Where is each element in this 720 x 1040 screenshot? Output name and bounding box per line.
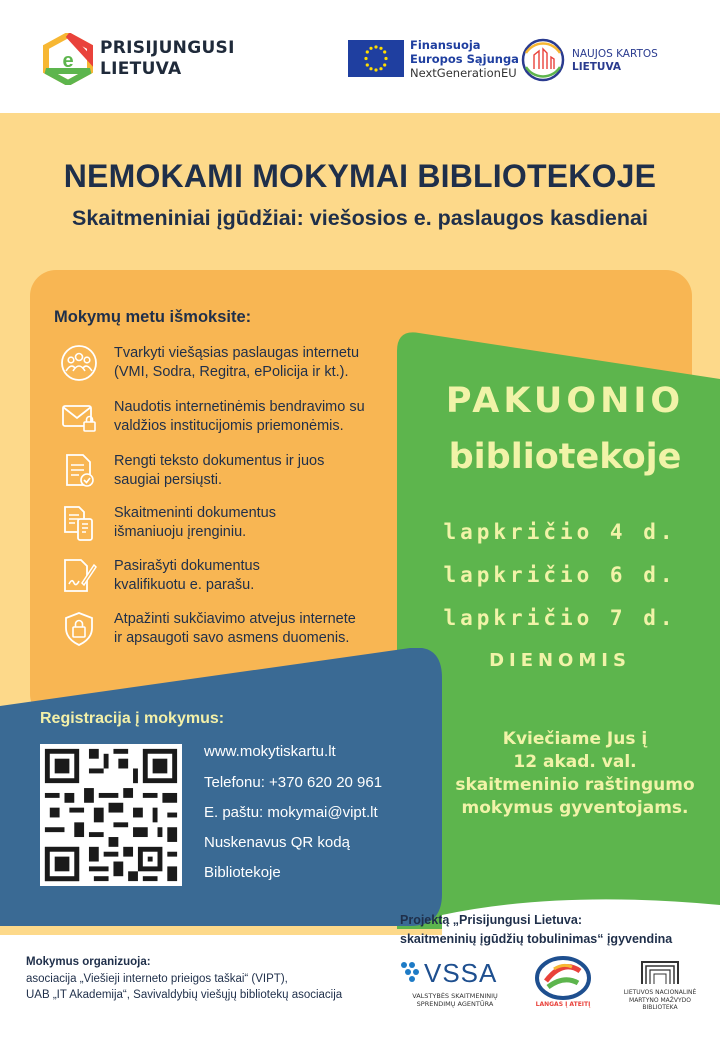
page-title: NEMOKAMI MOKYMAI BIBLIOTEKOJE	[63, 158, 657, 194]
langas-mark-icon	[534, 955, 592, 1001]
qr-instruction: Nuskenavus QR kodą	[204, 834, 350, 851]
training-date: lapkričio 4 d.	[443, 520, 677, 544]
lnb-line: BIBLIOTEKA	[642, 1004, 678, 1011]
learning-item-line: (VMI, Sodra, Regitra, ePolicija ir kt.).	[114, 364, 349, 380]
eu-line-3: NextGenerationEU	[410, 66, 517, 80]
training-date: lapkričio 6 d.	[443, 563, 677, 587]
invitation-line: Kviečiame Jus į	[502, 729, 648, 749]
library-word: bibliotekoje	[448, 437, 682, 477]
learning-item-line: ir apsaugoti savo asmens duomenis.	[114, 630, 350, 646]
learning-item-text	[114, 398, 414, 436]
organizers-heading: Mokymus organizuoja:	[26, 956, 151, 968]
lnb-line: LIETUVOS NACIONALINĖ	[623, 989, 697, 996]
vssa-sub-line: SPRENDIMŲ AGENTŪRA	[416, 1000, 494, 1008]
qr-instruction-2: Bibliotekoje	[204, 864, 281, 881]
brand-line-1: PRISIJUNGUSI	[100, 38, 235, 58]
organizers-line-1: asociacija „Viešieji interneto prieigos taškai“ (VIPT),	[26, 973, 288, 985]
learning-item	[60, 344, 405, 394]
learning-item-line: Pasirašyti dokumentus	[114, 558, 260, 574]
vssa-name: VSSA	[424, 958, 498, 988]
library-name: PAKUONIO	[445, 381, 685, 421]
organizers-line-2: UAB „IT Akademija“, Savivaldybių viešųjų bibliotekų asociacija	[26, 989, 343, 1001]
vssa-sub-line: VALSTYBĖS SKAITMENINIŲ	[412, 992, 498, 1000]
learning-item-text	[114, 344, 414, 382]
learning-item	[60, 398, 405, 448]
learning-item-text	[114, 610, 414, 648]
invitation-text	[440, 728, 710, 820]
training-date: lapkričio 7 d.	[443, 606, 677, 630]
learning-item-line: išmaniuoju įrenginiu.	[114, 524, 247, 540]
project-line-1: Projektą „Prisijungusi Lietuva:	[400, 913, 582, 927]
learning-heading: Mokymų metu išmoksite:	[54, 308, 252, 326]
brand-name	[100, 38, 235, 80]
invitation-line: skaitmeninio raštingumo	[455, 775, 695, 795]
naujos-kartos-logo-icon	[520, 37, 566, 83]
eu-flag-icon	[348, 40, 404, 77]
project-line-2: skaitmeninių įgūdžių tobulinimas“ įgyvendina	[400, 932, 673, 946]
library-building-icon	[640, 956, 680, 986]
invitation-line: mokymus gyventojams.	[461, 798, 689, 818]
header-band	[0, 0, 720, 113]
phone-text: Telefonu: +370 620 20 961	[204, 774, 383, 791]
invitation-line: 12 akad. val.	[513, 752, 637, 772]
naujos-kartos-text	[572, 48, 658, 74]
learning-item-line: Atpažinti sukčiavimo atvejus internete	[114, 611, 356, 627]
vssa-logo	[398, 958, 510, 1014]
nk-line-2: LIETUVA	[572, 61, 621, 73]
website-link[interactable]: www.mokytiskartu.lt	[204, 743, 336, 760]
vssa-mark-icon	[400, 960, 422, 986]
learning-item-text	[114, 557, 414, 595]
people-group-icon	[60, 344, 98, 382]
registration-heading: Registracija į mokymus:	[40, 710, 225, 727]
page-subtitle: Skaitmeniniai įgūdžiai: viešosios e. paslaugos kasdienai	[72, 206, 648, 230]
lnb-text	[612, 989, 708, 1012]
document-check-icon	[60, 452, 98, 490]
langas-logo	[534, 955, 592, 1013]
nk-line-1: NAUJOS KARTOS	[572, 48, 658, 60]
mail-lock-icon	[60, 398, 98, 436]
brand-line-2: LIETUVA	[100, 59, 182, 79]
lnb-logo	[612, 956, 708, 1018]
learning-item-text	[114, 452, 414, 490]
learning-item	[60, 557, 405, 607]
days-label: DIENOMIS	[489, 650, 631, 671]
learning-item-line: saugiai persiųsti.	[114, 472, 222, 488]
shield-lock-icon	[60, 610, 98, 648]
eu-funding-text	[410, 38, 519, 80]
scan-phone-icon	[60, 504, 98, 542]
langas-name: LANGAS Į ATEITĮ	[535, 1001, 591, 1008]
lnb-line: MARTYNO MAŽVYDO	[629, 996, 691, 1004]
signature-pen-icon	[60, 557, 98, 595]
learning-item-line: Naudotis internetinėmis bendravimo su	[114, 399, 365, 415]
eu-line-2: Europos Sąjunga	[410, 52, 519, 66]
email-text: E. paštu: mokymai@vipt.lt	[204, 804, 378, 821]
learning-item-line: kvalifikuotu e. parašu.	[114, 577, 255, 593]
learning-item-text	[114, 504, 414, 542]
vssa-subtitle	[400, 992, 510, 1008]
registration-qr-code[interactable]	[40, 744, 182, 886]
learning-item-line: Tvarkyti viešąsias paslaugas internetu	[114, 345, 360, 361]
learning-item-line: Rengti teksto dokumentus ir juos	[114, 453, 325, 469]
prisijungusi-lietuva-logo-icon	[42, 33, 94, 85]
learning-item	[60, 504, 405, 554]
learning-item	[60, 452, 405, 502]
svg-text:e: e	[62, 50, 74, 72]
learning-item-line: Skaitmeninti dokumentus	[114, 505, 276, 521]
learning-item-line: valdžios institucijomis priemonėmis.	[114, 418, 344, 434]
eu-line-1: Finansuoja	[410, 38, 481, 52]
